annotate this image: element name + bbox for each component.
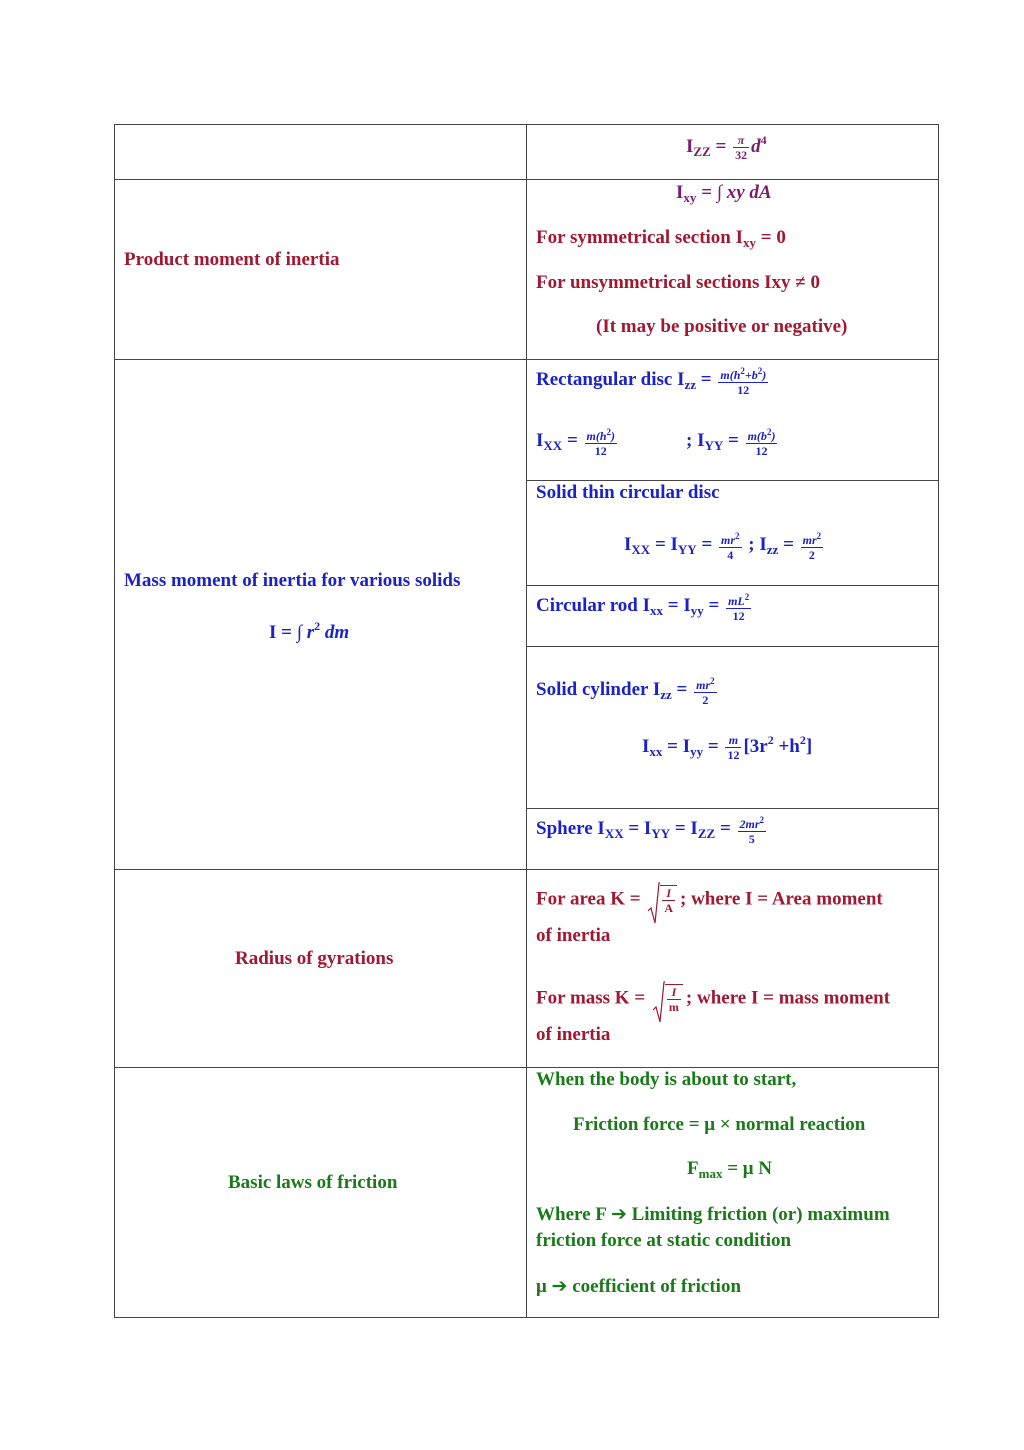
gyration-mass-continuation: of inertia bbox=[536, 1024, 611, 1045]
friction-line-4: Where F ➔ Limiting friction (or) maximum bbox=[536, 1203, 890, 1225]
cell-divider bbox=[526, 808, 939, 809]
friction-line-3: $F_{max} = \mu$ N bbox=[687, 1158, 773, 1181]
friction-line-1: When the body is about to start, bbox=[536, 1069, 797, 1090]
sqrt-icon bbox=[653, 980, 665, 1024]
cell-divider bbox=[526, 480, 939, 481]
mass-moment-label: Mass moment of inertia for various solids bbox=[124, 570, 461, 591]
rectangular-disc-izz: Rectangular disc $I_{zz}$ = $\frac{m(h^2+b^2)}{12}$ bbox=[536, 366, 767, 397]
circular-disc-title: Solid thin circular disc bbox=[536, 482, 720, 503]
mass-moment-formula: I = ∫ $r^2$ dm bbox=[269, 619, 350, 643]
friction-label: Basic laws of friction bbox=[228, 1172, 398, 1193]
arrow-right-icon: ➔ bbox=[551, 1275, 568, 1297]
solid-cylinder-izz: Solid cylinder $I_{zz}$ = $\frac{mr^2}{2}$ bbox=[536, 676, 715, 707]
table-border-right bbox=[938, 124, 939, 1318]
solid-cylinder-ixx: $I_{xx} = I_{yy}$ = $\frac{m}{12}$ $[3r^2 +h^2]$ bbox=[642, 733, 813, 763]
friction-line-6: μ ➔ coefficient of friction bbox=[536, 1275, 742, 1297]
table-border-left bbox=[114, 124, 115, 1318]
friction-line-2: Friction force = μ × normal reaction bbox=[573, 1114, 866, 1135]
gyration-area-formula: For area K = $\frac{I}{A}$ ; where I = Area moment bbox=[536, 885, 883, 915]
friction-line-5: friction force at static condition bbox=[536, 1230, 792, 1251]
rectangular-disc-ixx: $I_{XX}$ = $\frac{m(h^2)}{12}$ bbox=[536, 427, 616, 458]
gyration-mass-formula: For mass K = $\frac{I}{m}$ ; where I = mass moment bbox=[536, 984, 890, 1014]
cell-divider bbox=[526, 585, 939, 586]
sphere-formula: Sphere $I_{XX} = I_{YY} = I_{ZZ}$ = $\frac{2mr^2}{5}$ bbox=[536, 815, 765, 846]
symmetrical-section-text: For symmetrical section $I_{xy} = 0$ bbox=[536, 227, 786, 250]
polar-moment-formula: $I_{ZZ}$ = $\frac{\pi}{32}$ $d^4$ bbox=[686, 133, 767, 163]
circular-rod-formula: Circular rod $I_{xx} = I_{yy}$ = $\frac{mL^2}{12}$ bbox=[536, 592, 750, 623]
product-moment-formula: $I_{xy}$ = ∫ xy dA bbox=[676, 182, 772, 205]
unsymmetrical-section-text: For unsymmetrical sections Ixy ≠ 0 bbox=[536, 272, 820, 293]
radius-gyration-label: Radius of gyrations bbox=[235, 948, 394, 969]
cell-divider bbox=[526, 646, 939, 647]
gyration-area-continuation: of inertia bbox=[536, 925, 611, 946]
sqrt-icon bbox=[648, 881, 660, 925]
column-divider bbox=[526, 124, 527, 1318]
product-moment-label: Product moment of inertia bbox=[124, 249, 340, 270]
arrow-right-icon: ➔ bbox=[610, 1203, 627, 1225]
sign-note: (It may be positive or negative) bbox=[596, 316, 848, 337]
circular-disc-formula: $I_{XX} = I_{YY}$ = $\frac{mr^2}{4}$ ; $I_{zz}$ = $\frac{mr^2}{2}$ bbox=[624, 531, 822, 562]
rectangular-disc-iyy: ; $I_{YY}$ = $\frac{m(b^2)}{12}$ bbox=[686, 427, 776, 458]
